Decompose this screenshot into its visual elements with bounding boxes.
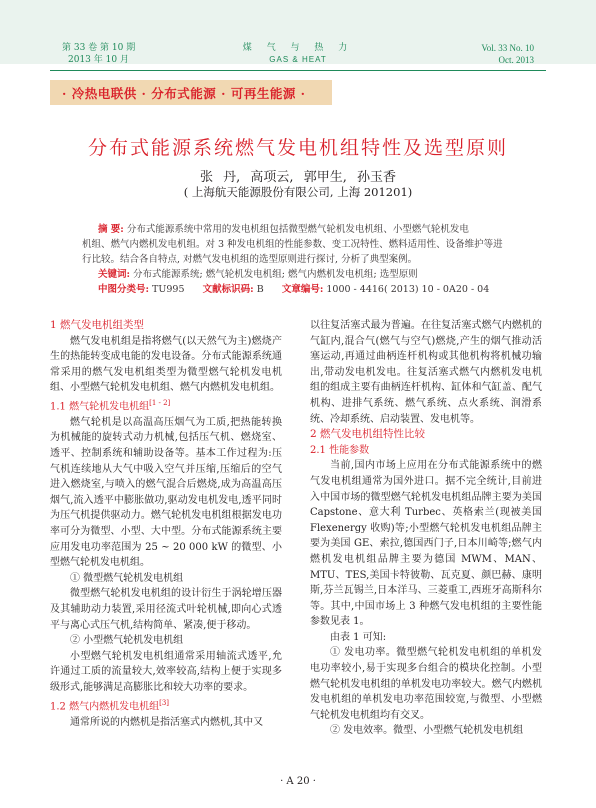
article-number-value: 1000 - 4416( 2013) 10 - 0A20 - 04 bbox=[326, 284, 490, 295]
doc-code-value: B bbox=[256, 284, 264, 295]
paragraph: 燃气轮机是以高温高压烟气为工质,把热能转换为机械能的旋转式动力机械,包括压气机、燃烧室、透平、控制系统和辅助设备等。基本工作过程为:压气机连续地从大气中吸入空气并压缩,压缩后的空气进入燃烧室,与喷入的燃气混合后燃烧,成为高温高压烟气,流入透平中膨胀做功,驱动发电机发电,透平同时为压气机提供驱动力。燃气轮机发电机组根据发电功率可分为微型、小型、大中型。分布式能源系统主要应用发电功率范围为 25 ~ 20 000 kW 的微型、小型燃气轮机发电机组。 bbox=[50, 416, 282, 569]
page-number: · A 20 · bbox=[280, 776, 316, 787]
paragraph: 燃气发电机组是指将燃气(以天然气为主)燃烧产生的热能转变成电能的发电设备。分布式能源系统通常采用的燃气发电机组类型为微型燃气轮机发电机组、小型燃气轮机发电机组、燃气内燃机发电机组。 bbox=[50, 335, 282, 394]
paragraph: 小型燃气轮机发电机组通常采用轴流式透平,允许通过工质的流量较大,效率较高,结构上便于实现多级形式,能够满足高膨胀比和较大功率的要求。 bbox=[50, 650, 282, 693]
list-item: ① 微型燃气轮机发电机组 bbox=[70, 572, 184, 584]
clc-value: TU995 bbox=[152, 284, 185, 295]
abstract-line-1 bbox=[82, 222, 522, 237]
citation: [1 - 2] bbox=[149, 398, 171, 407]
right-column bbox=[310, 318, 542, 739]
keywords-label: 关键词: bbox=[98, 269, 131, 280]
section-1-1-title: 1.1 燃气轮机发电机组 bbox=[50, 401, 150, 413]
left-column bbox=[50, 318, 282, 730]
volume-text: 第 33 卷 第 10 期 bbox=[62, 43, 136, 53]
banner-text: · 冷热电联供 · 分布式能源 · 可再生能源 · bbox=[62, 86, 306, 101]
date-text: 2013 年 10 月 bbox=[68, 55, 129, 65]
date-en-text: Oct. 2013 bbox=[498, 55, 534, 65]
paragraph: ① 发电功率。微型燃气轮机发电机组的单机发电功率较小,易于实现多台组合的模块化控制。小型燃气轮机发电机组的单机发电功率较大。燃气内燃机发电机组的单机发电功率范围较宽,与微型、小型燃气轮机发电机组均有交叉。 bbox=[310, 647, 542, 721]
paragraph: 当前,国内市场上应用在分布式能源系统中的燃气发电机组通常为国外进口。据不完全统计,目前进入中国市场的微型燃气轮机发电机组品牌主要为美国 Capstone、意大利 Turbec、英格索兰(现被美国 Flexenergy 收购)等;小型燃气轮机发电机组品牌主要为美国 GE、索拉,德国西门子,日本川崎等;燃气内燃机发电机组品牌主要为德国 MWM、MAN、MTU、TES,美国卡特彼勒、瓦克夏、颜巴赫、康明斯,芬兰瓦锡兰,日本洋马、三菱重工,西班牙高斯科尔等。其中,中国市场上 3 种燃气发电机组的主要性能参数见表 1。 bbox=[310, 460, 542, 628]
paragraph: 通常所说的内燃机是指活塞式内燃机,其中又 bbox=[70, 716, 264, 728]
paper-affiliation: ( 上海航天能源股份有限公司, 上海 201201) bbox=[183, 185, 413, 199]
header-rule bbox=[50, 70, 546, 71]
paragraph: 以往复活塞式最为普遍。在往复活塞式燃气内燃机的气缸内,混合气(燃气与空气)燃烧,产生的烟气推动活塞运动,再通过曲柄连杆机构或其他机构将机械功输出,带动发电机发电。往复活塞式燃气内燃机发电机组的组成主要有曲柄连杆机构、缸体和气缸盖、配气机构、进排气系统、燃气系统、点火系统、润滑系统、冷却系统、启动装置、发电机等。 bbox=[310, 320, 542, 425]
journal-header bbox=[0, 0, 596, 64]
abstract-line-3: 行比较。结合各自特点, 对燃气发电机组的选型原则进行探讨, 分析了典型案例。 bbox=[82, 254, 418, 265]
volume-en-text: Vol. 33 No. 10 bbox=[481, 43, 534, 53]
section-2-1-heading: 2.1 性能参数 bbox=[310, 444, 370, 456]
abstract-line-2: 机组、燃气内燃机发电机组。对 3 种发电机组的性能参数、变工况特性、燃料适用性、设备维护等进 bbox=[82, 239, 503, 250]
section-1-1-heading bbox=[50, 396, 282, 415]
keywords-line bbox=[82, 267, 522, 282]
keywords-text: 分布式能源系统; 燃气轮机发电机组; 燃气内燃机发电机组; 选型原则 bbox=[133, 269, 418, 280]
doc-code-label: 文献标识码: bbox=[202, 284, 254, 295]
abstract-label: 摘 要: bbox=[98, 224, 124, 235]
section-1-heading: 1 燃气发电机组类型 bbox=[50, 319, 145, 331]
list-item: ② 小型燃气轮机发电机组 bbox=[70, 635, 184, 647]
clc-label: 中图分类号: bbox=[98, 284, 150, 295]
abstract-block bbox=[82, 222, 522, 297]
article-number-label: 文章编号: bbox=[281, 284, 324, 295]
section-1-2-heading bbox=[50, 696, 282, 715]
paragraph: ② 发电效率。微型、小型燃气轮机发电机组 bbox=[330, 725, 524, 737]
journal-name-en: GAS & HEAT bbox=[269, 55, 327, 64]
classification-line bbox=[82, 282, 522, 297]
section-banner bbox=[50, 80, 332, 105]
section-2-heading: 2 燃气发电机组特性比较 bbox=[310, 428, 426, 441]
issue-info-en bbox=[481, 42, 534, 66]
citation: [3] bbox=[159, 698, 170, 707]
paper-authors: 张 丹, 高项云, 郭甲生, 孙玉香 bbox=[200, 170, 396, 185]
journal-name-cn: 煤 气 与 热 力 bbox=[242, 43, 354, 53]
paragraph: 微型燃气轮机发电机组的设计衍生于涡轮增压器及其辅助动力装置,采用径流式叶轮机械,即向心式透平与离心式压气机,结构简单、紧凑,便于移动。 bbox=[50, 588, 282, 631]
section-1-2-title: 1.2 燃气内燃机发电机组 bbox=[50, 700, 160, 712]
abstract-text-1: 分布式能源系统中常用的发电机组包括微型燃气轮机发电机组、小型燃气轮机发电 bbox=[126, 224, 469, 235]
paragraph: 由表 1 可知: bbox=[330, 631, 387, 643]
paper-title: 分布式能源系统燃气发电机组特性及选型原则 bbox=[87, 137, 508, 159]
